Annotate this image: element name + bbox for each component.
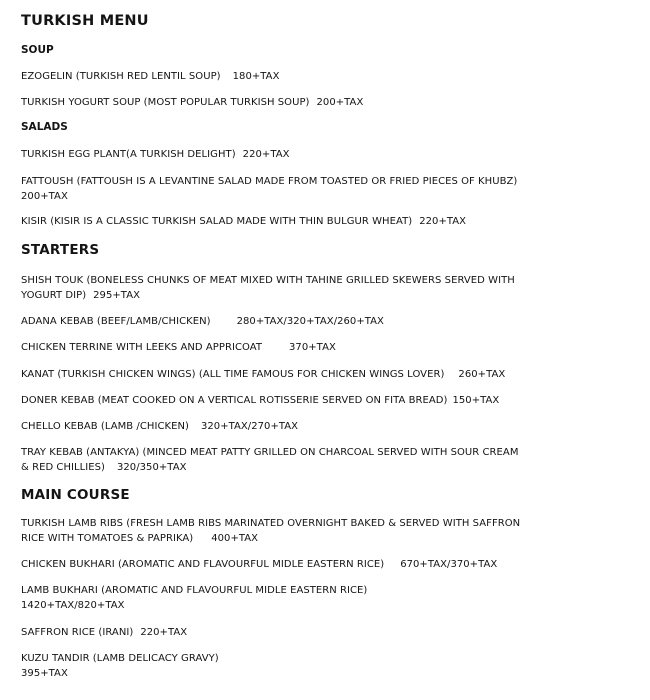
menu-item (21, 147, 633, 162)
item-name: TRAY KEBAB (ANTAKYA) (MINCED MEAT PATTY GRILLED ON CHARCOAL SERVED WITH SOUR CREAM (21, 447, 519, 458)
item-price: 670+TAX/370+TAX (400, 559, 498, 570)
menu-item (21, 174, 633, 204)
item-name-cont: RICE WITH TOMATOES & PAPRIKA) (21, 533, 194, 544)
menu-item (21, 314, 633, 329)
item-price: 320+TAX/270+TAX (200, 421, 299, 432)
menu-item (21, 340, 633, 355)
section-heading-salads: SALADS (21, 121, 68, 133)
item-name-cont: YOGURT DIP) (21, 290, 87, 301)
item-name: KISIR (KISIR IS A CLASSIC TURKISH SALAD MADE WITH THIN BULGUR WHEAT) (21, 216, 413, 227)
item-name: KANAT (TURKISH CHICKEN WINGS) (ALL TIME FAMOUS FOR CHICKEN WINGS LOVER) (21, 369, 445, 380)
menu-item (21, 393, 633, 408)
item-price: 150+TAX (452, 395, 500, 406)
item-name: KUZU TANDIR (LAMB DELICACY GRAVY) (21, 653, 219, 664)
menu-item (21, 583, 633, 613)
item-price: 370+TAX (289, 342, 336, 353)
item-name: SHISH TOUK (BONELESS CHUNKS OF MEAT MIXED WITH TAHINE GRILLED SKEWERS SERVED WITH (21, 275, 515, 286)
item-price: 295+TAX (93, 290, 140, 301)
menu-item (21, 273, 633, 303)
item-name: DONER KEBAB (MEAT COOKED ON A VERTICAL ROTISSERIE SERVED ON FITA BREAD) (21, 395, 448, 406)
menu-item (21, 516, 633, 546)
menu-item (21, 651, 633, 681)
item-name: LAMB BUKHARI (AROMATIC AND FLAVOURFUL MIDLE EASTERN RICE) (21, 585, 368, 596)
menu-item (21, 557, 633, 572)
menu-item (21, 419, 633, 434)
menu-item (21, 367, 633, 382)
item-name: TURKISH YOGURT SOUP (MOST POPULAR TURKISH SOUP) (21, 97, 310, 108)
item-price: 200+TAX (316, 97, 364, 108)
menu-item (21, 95, 633, 110)
section-heading-starters: STARTERS (21, 242, 100, 258)
item-price: 220+TAX (140, 627, 188, 638)
item-price: 260+TAX (458, 369, 506, 380)
menu-item (21, 69, 633, 84)
item-price: 1420+TAX/820+TAX (21, 600, 125, 611)
menu-item (21, 445, 633, 475)
item-name: TURKISH EGG PLANT(A TURKISH DELIGHT) (21, 149, 236, 160)
item-name: TURKISH LAMB RIBS (FRESH LAMB RIBS MARINATED OVERNIGHT BAKED & SERVED WITH SAFFRON (21, 518, 521, 529)
item-name: FATTOUSH (FATTOUSH IS A LEVANTINE SALAD MADE FROM TOASTED OR FRIED PIECES OF KHUBZ) (21, 176, 518, 187)
menu-item (21, 625, 633, 640)
item-name: EZOGELIN (TURKISH RED LENTIL SOUP) (21, 71, 221, 82)
item-price: 180+TAX (232, 71, 280, 82)
section-heading-main-course: MAIN COURSE (21, 487, 130, 503)
item-name: SAFFRON RICE (IRANI) (21, 627, 134, 638)
item-name-cont: & RED CHILLIES) (21, 462, 105, 473)
section-heading-soup: SOUP (21, 44, 54, 56)
item-price: 280+TAX/320+TAX/260+TAX (236, 316, 384, 327)
menu-title: TURKISH MENU (21, 13, 149, 29)
item-name: CHICKEN BUKHARI (AROMATIC AND FLAVOURFUL MIDLE EASTERN RICE) (21, 559, 385, 570)
item-name: CHELLO KEBAB (LAMB /CHICKEN) (21, 421, 189, 432)
item-price: 200+TAX (21, 191, 68, 202)
item-price: 220+TAX (419, 216, 467, 227)
item-price: 320/350+TAX (116, 462, 187, 473)
item-price: 220+TAX (242, 149, 290, 160)
menu-item (21, 214, 633, 229)
item-price: 400+TAX (211, 533, 259, 544)
item-name: CHICKEN TERRINE WITH LEEKS AND APPRICOAT (21, 342, 263, 353)
item-price: 395+TAX (21, 668, 68, 679)
item-name: ADANA KEBAB (BEEF/LAMB/CHICKEN) (21, 316, 211, 327)
